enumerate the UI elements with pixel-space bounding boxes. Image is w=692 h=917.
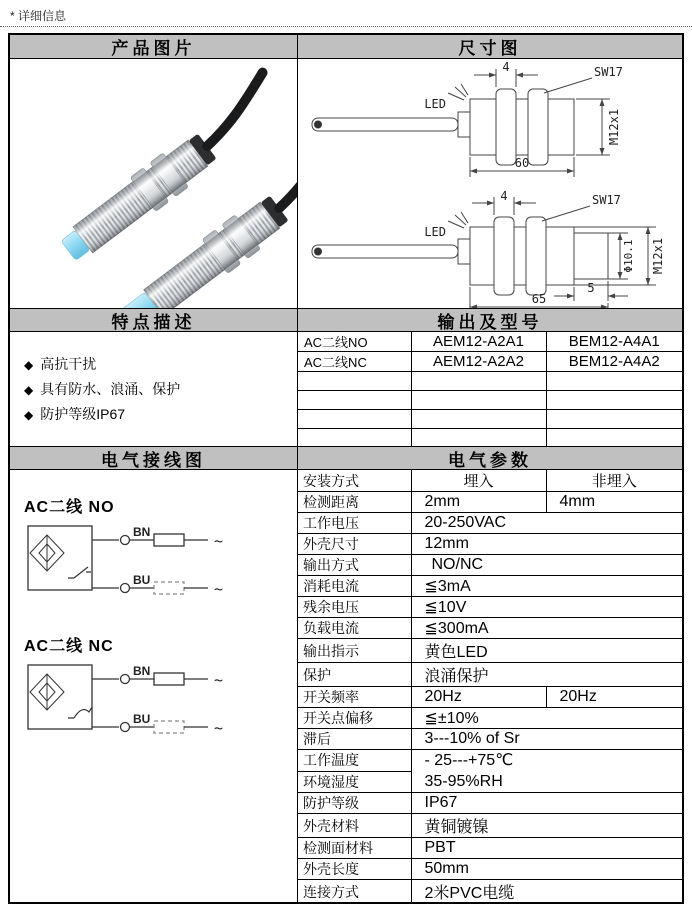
param-row [298,597,682,618]
wiring-diagram-no [22,520,252,614]
blue-wire-label: BU [133,573,151,587]
features-cell [10,332,298,447]
output-type: AC二线NC [298,352,411,372]
param-value: 黄铜镀镍 [411,814,682,838]
param-row [298,555,682,576]
ac-symbol: ~ [214,671,224,689]
feature-item: ◆ 具有防水、浪涌、保护 [24,381,181,397]
model-number: AEM12-A2A1 [411,332,546,352]
param-label: 安装方式 [298,470,411,492]
param-label: 检测面材料 [298,838,411,859]
params-table-cell [298,470,682,902]
param-row [298,729,682,750]
ac-symbol: ~ [214,719,224,737]
wiring-diagrams-cell [10,470,298,902]
brown-wire-label: BN [133,664,151,678]
param-row [298,534,682,555]
dimension-diagrams-cell [298,59,682,309]
param-label: 残余电压 [298,597,411,618]
param-row [298,859,682,880]
total-length-dim: 65 [531,292,547,306]
param-row [298,750,682,772]
model-number: BEM12-A4A1 [546,332,682,352]
nut-width-dim: 4 [502,60,510,74]
param-row [298,618,682,639]
param-label: 外壳尺寸 [298,534,411,555]
param-label: 开关点偏移 [298,708,411,729]
param-label: 防护等级 [298,793,411,814]
led-label: LED [424,97,446,111]
feature-item: ◆ 防护等级IP67 [24,406,126,422]
param-value: ≦3mA [411,576,682,597]
diamond-bullet-icon: ◆ [24,383,34,397]
param-label: 负载电流 [298,618,411,639]
models-table-cell [298,332,682,447]
model-row [298,410,682,429]
param-value-merged [411,750,682,793]
param-value: 35-95%RH [424,773,503,790]
param-label: 输出指示 [298,639,411,663]
diamond-bullet-icon: ◆ [24,408,34,422]
thread-spec-label: M12x1 [607,108,621,146]
dimension-figure-non-flush [298,189,680,309]
param-row [298,814,682,838]
param-value: ≦10V [411,597,682,618]
param-label: 环境湿度 [298,771,411,793]
model-row [298,372,682,391]
param-row [298,708,682,729]
param-value: 20-250VAC [411,513,682,534]
param-value: 2米PVC电缆 [411,880,682,903]
ac-symbol: ~ [214,532,224,550]
wrench-size-label: SW17 [592,193,621,207]
wiring-diagram-nc [22,659,252,753]
param-value: 20Hz [546,687,682,708]
models-table [298,332,682,447]
param-value: 3---10% of Sr [411,729,682,750]
header-wiring-diagram: 电气接线图 [10,447,298,470]
param-label: 外壳长度 [298,859,411,880]
dotted-divider [0,26,692,27]
header-features: 特点描述 [10,309,298,332]
param-value: IP67 [411,793,682,814]
param-value: ≦300mA [411,618,682,639]
led-label: LED [424,225,446,239]
header-dimension-diagram: 尺寸图 [298,35,682,59]
param-value: - 25---+75℃ [424,752,514,769]
head-length-dim: 5 [587,281,595,295]
model-number: BEM12-A4A2 [546,352,682,372]
param-label: 连接方式 [303,883,359,900]
param-value: 浪涌保护 [411,663,682,687]
param-row [298,639,682,663]
ac-symbol: ~ [214,580,224,598]
param-row [298,513,682,534]
param-value: 20Hz [411,687,546,708]
param-value: 12mm [411,534,682,555]
model-row [298,352,682,372]
param-value: 黄色LED [411,639,682,663]
params-table [298,470,682,902]
wrench-size-label: SW17 [594,65,623,79]
param-value: 2mm [411,492,546,513]
param-row [298,880,682,903]
blue-wire-label: BU [133,712,151,726]
head-diameter-label: Φ10.1 [622,239,635,273]
param-value: 非埋入 [546,470,682,492]
param-label: 保护 [298,663,411,687]
param-label: 消耗电流 [298,576,411,597]
param-value: 50mm [411,859,682,880]
model-row [298,332,682,352]
param-row [298,492,682,513]
dimension-figure-flush [298,59,680,184]
wiring-no-title: AC二线 NO [24,499,115,516]
detail-info-note: * 详细信息 [10,9,67,23]
param-value: PBT [411,838,682,859]
param-row [298,663,682,687]
header-output-models: 输出及型号 [298,309,682,332]
param-label: 工作电压 [298,513,411,534]
param-row [298,470,682,492]
param-label: 滞后 [298,729,411,750]
param-value: 埋入 [411,470,546,492]
param-label: 输出方式 [298,555,411,576]
thread-spec-label: M12x1 [651,237,665,275]
nut-width-dim: 4 [500,189,508,203]
spec-table [8,33,684,904]
param-label: 检测距离 [298,492,411,513]
param-label: 工作温度 [298,750,411,772]
param-row [298,576,682,597]
param-value: NO/NC [411,555,682,576]
body-length-dim: 60 [514,156,530,170]
model-row [298,429,682,448]
param-value: ≦±10% [411,708,682,729]
product-photo-image [10,59,297,308]
wiring-nc-title: AC二线 NC [24,638,114,655]
model-number: AEM12-A2A2 [411,352,546,372]
feature-item: ◆ 高抗干扰 [24,356,97,372]
product-photo-cell [10,59,298,309]
param-label: 外壳材料 [298,814,411,838]
param-row [298,793,682,814]
param-label: 开关频率 [298,687,411,708]
model-row [298,391,682,410]
param-row [298,838,682,859]
header-product-photo: 产品图片 [10,35,298,59]
brown-wire-label: BN [133,525,151,539]
param-value: 4mm [546,492,682,513]
param-row [298,687,682,708]
header-electrical-params: 电气参数 [298,447,682,470]
output-type: AC二线NO [298,332,411,352]
diamond-bullet-icon: ◆ [24,358,34,372]
